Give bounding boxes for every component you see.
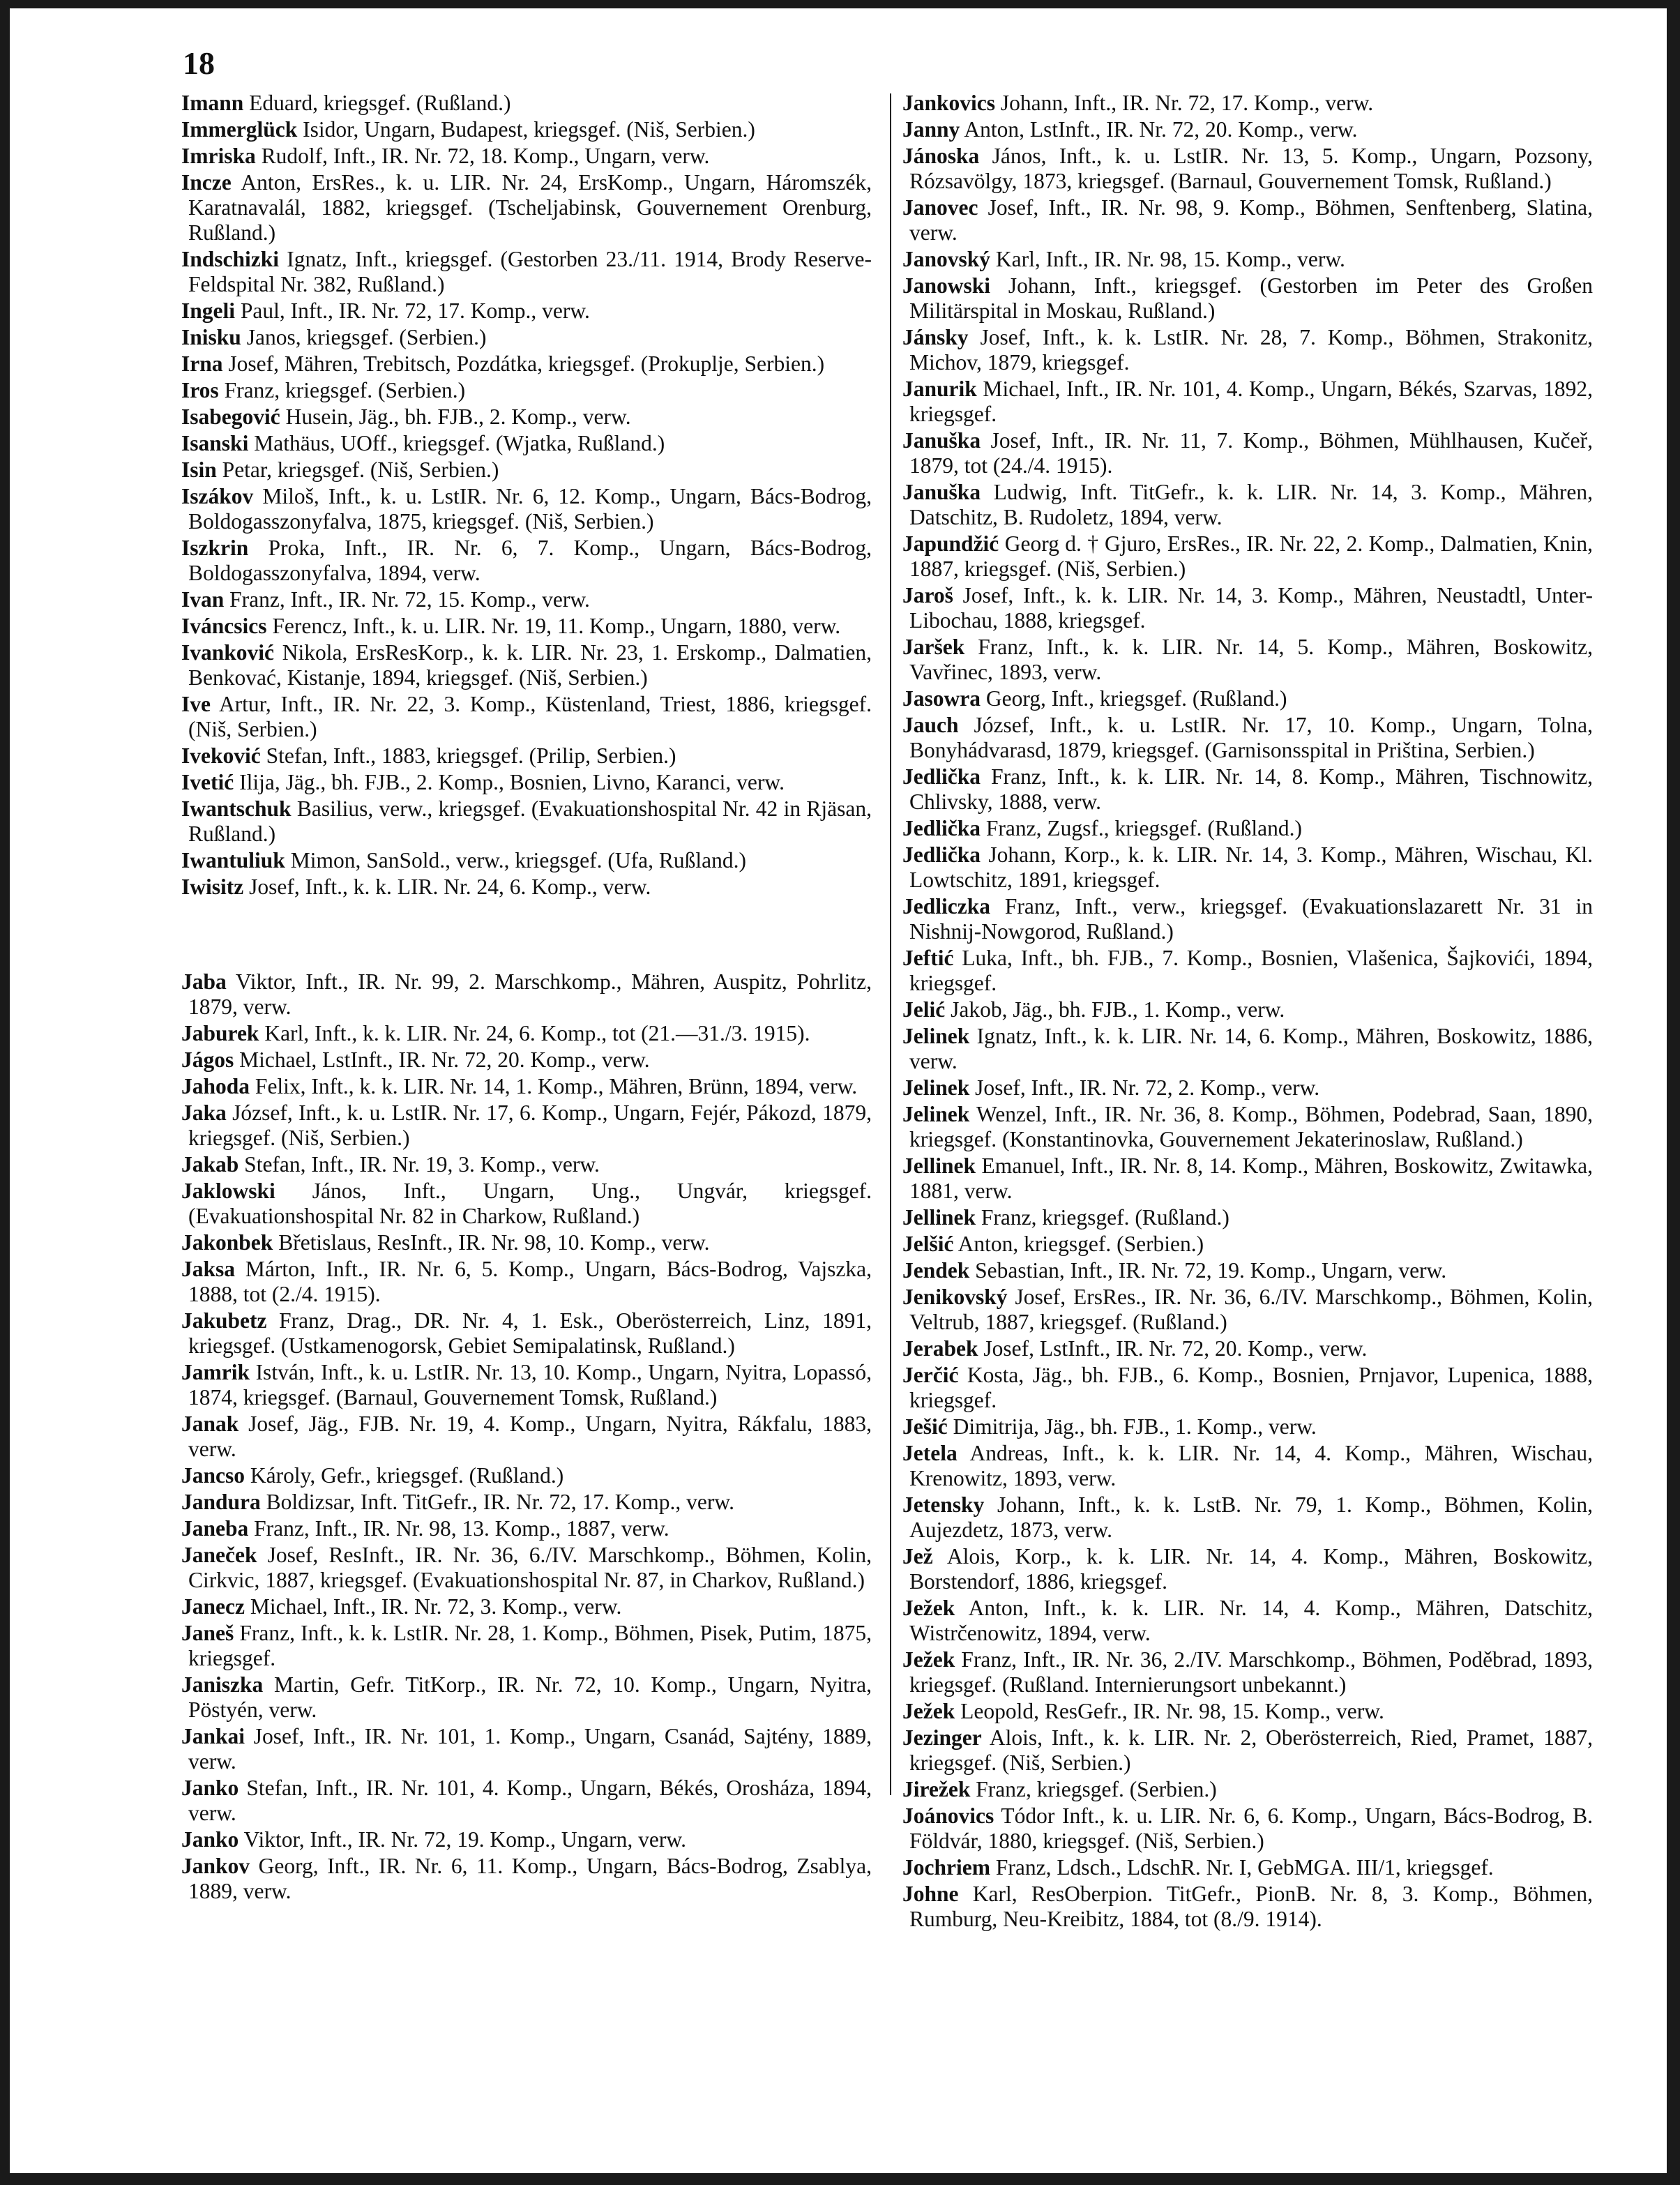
entry-surname: Januška (902, 480, 981, 504)
list-entry (181, 1230, 872, 1255)
entry-details: Georg, Inft., IR. Nr. 6, 11. Komp., Ungarn, Bács-Bodrog, Zsablya, 1889, verw. (188, 1854, 872, 1903)
entry-details: Franz, Inft., k. k. LstIR. Nr. 28, 1. Komp., Böhmen, Pisek, Putim, 1875, kriegsgef. (188, 1621, 872, 1670)
entry-details: Ilija, Jäg., bh. FJB., 2. Komp., Bosnien, Livno, Karanci, verw. (234, 770, 785, 794)
entry-details: Károly, Gefr., kriegsgef. (Rußland.) (245, 1463, 564, 1488)
entry-details: Emanuel, Inft., IR. Nr. 8, 14. Komp., Mähren, Boskowitz, Zwitawka, 1881, verw. (909, 1154, 1593, 1203)
list-entry (181, 1101, 872, 1151)
list-entry (181, 796, 872, 847)
entry-details: Karl, Inft., IR. Nr. 98, 15. Komp., verw. (990, 247, 1345, 271)
list-entry (181, 325, 872, 350)
list-entry (902, 377, 1593, 427)
list-entry (902, 1232, 1593, 1257)
list-entry (902, 1336, 1593, 1361)
entry-details: Johann, Inft., k. k. LstB. Nr. 79, 1. Komp., Böhmen, Kolin, Aujezdetz, 1873, verw. (909, 1492, 1593, 1542)
list-entry (181, 614, 872, 639)
entry-details: Basilius, verw., kriegsgef. (Evakuationshospital Nr. 42 in Rjäsan, Rußland.) (188, 796, 872, 846)
entry-details: Tódor Inft., k. u. LIR. Nr. 6, 6. Komp., Ungarn, Bács-Bodrog, B. Földvár, 1880, kriegsgef. (Niš, Serbien.) (909, 1804, 1593, 1853)
entry-surname: Ivetić (181, 770, 234, 794)
entry-surname: Jelšić (902, 1232, 954, 1256)
entry-details: Alois, Inft., k. k. LIR. Nr. 2, Oberösterreich, Ried, Pramet, 1887, kriegsgef. (Niš, Serbien.) (909, 1725, 1593, 1775)
entry-surname: Jahoda (181, 1074, 250, 1098)
list-entry (902, 1258, 1593, 1283)
list-entry (902, 894, 1593, 944)
entry-surname: Janowski (902, 273, 991, 298)
entry-details: Michael, LstInft., IR. Nr. 72, 20. Komp., verw. (234, 1048, 650, 1072)
entry-details: Mimon, SanSold., verw., kriegsgef. (Ufa, Rußland.) (285, 848, 746, 872)
list-entry (181, 1776, 872, 1826)
entry-surname: Isanski (181, 431, 249, 455)
list-entry (902, 247, 1593, 272)
entry-details: Petar, kriegsgef. (Niš, Serbien.) (216, 458, 499, 482)
list-entry (902, 1102, 1593, 1152)
entry-surname: Ivanković (181, 640, 275, 665)
list-entry (181, 1308, 872, 1359)
list-entry (902, 480, 1593, 530)
entry-surname: Jaburek (181, 1021, 259, 1045)
entry-surname: Jaka (181, 1101, 227, 1125)
entry-details: Martin, Gefr. TitKorp., IR. Nr. 72, 10. Komp., Ungarn, Nyitra, Pöstyén, verw. (188, 1672, 872, 1722)
entry-surname: Janeba (181, 1516, 249, 1541)
entry-details: Stefan, Inft., IR. Nr. 101, 4. Komp., Ungarn, Békés, Orosháza, 1894, verw. (188, 1776, 872, 1825)
page-number: 18 (183, 45, 215, 81)
list-entry (902, 946, 1593, 996)
entry-surname: Imriska (181, 144, 256, 168)
entry-details: Franz, Ldsch., LdschR. Nr. I, GebMGA. III/1, kriegsgef. (990, 1855, 1494, 1880)
entry-details: Johann, Inft., IR. Nr. 72, 17. Komp., verw. (995, 91, 1374, 115)
entry-details: Andreas, Inft., k. k. LIR. Nr. 14, 4. Komp., Mähren, Wischau, Krenowitz, 1893, verw. (909, 1441, 1593, 1490)
entry-surname: Indschizki (181, 247, 280, 271)
entry-surname: Jochriem (902, 1855, 990, 1880)
list-entry (181, 1594, 872, 1619)
entry-surname: Jankovics (902, 91, 996, 115)
entry-details: Břetislaus, ResInft., IR. Nr. 98, 10. Komp., verw. (273, 1230, 710, 1255)
entry-surname: Jelinek (902, 1024, 970, 1048)
entry-surname: Janecz (181, 1594, 245, 1619)
entry-details: Franz, Zugsf., kriegsgef. (Rußland.) (981, 816, 1303, 840)
list-entry (902, 1363, 1593, 1413)
section-gap (181, 901, 872, 969)
entry-details: József, Inft., k. u. LstIR. Nr. 17, 6. Komp., Ungarn, Fejér, Pákozd, 1879, kriegsgef. (Niš, Serbien.) (188, 1101, 872, 1150)
entry-surname: Iszkrin (181, 536, 249, 560)
entry-details: Alois, Korp., k. k. LIR. Nr. 14, 4. Komp., Mähren, Boskowitz, Borstendorf, 1886, kriegsgef. (909, 1544, 1593, 1594)
entry-details: Michael, Inft., IR. Nr. 101, 4. Komp., Ungarn, Békés, Szarvas, 1892, kriegsgef. (909, 377, 1593, 426)
list-entry (902, 1544, 1593, 1594)
list-entry (902, 1882, 1593, 1932)
list-entry (181, 1543, 872, 1593)
entry-surname: Jedlička (902, 842, 981, 867)
list-entry (181, 1463, 872, 1488)
list-entry (902, 428, 1593, 478)
entry-surname: Ingeli (181, 298, 236, 323)
entry-details: Rudolf, Inft., IR. Nr. 72, 18. Komp., Ungarn, verw. (255, 144, 710, 168)
list-entry (902, 91, 1593, 116)
entry-details: Ignatz, Inft., k. k. LIR. Nr. 14, 6. Komp., Mähren, Boskowitz, 1886, verw. (909, 1024, 1593, 1073)
list-entry (902, 1804, 1593, 1854)
entry-details: Johann, Korp., k. k. LIR. Nr. 14, 3. Komp., Mähren, Wischau, Kl. Lowtschitz, 1891, kriegsgef. (909, 842, 1593, 892)
entry-surname: Jellinek (902, 1205, 976, 1230)
entry-surname: Isabegović (181, 405, 280, 429)
list-entry (181, 1854, 872, 1904)
list-entry (181, 458, 872, 483)
entry-surname: Jamrik (181, 1360, 250, 1384)
entry-details: Viktor, Inft., IR. Nr. 99, 2. Marschkomp., Mähren, Auspitz, Pohrlitz, 1879, verw. (188, 969, 872, 1019)
entry-surname: Imann (181, 91, 244, 115)
list-entry (181, 91, 872, 116)
entry-details: Franz, Inft., verw., kriegsgef. (Evakuationslazarett Nr. 31 in Nishnij-Nowgorod, Rußland.) (909, 894, 1593, 944)
list-entry (902, 686, 1593, 711)
list-entry (181, 117, 872, 142)
entry-details: Eduard, kriegsgef. (Rußland.) (243, 91, 511, 115)
entry-surname: Iwantuliuk (181, 848, 285, 872)
list-entry (181, 431, 872, 456)
list-entry (181, 1179, 872, 1229)
list-entry (902, 144, 1593, 194)
entry-surname: Janak (181, 1412, 239, 1436)
list-entry (181, 1621, 872, 1671)
entry-details: Mathäus, UOff., kriegsgef. (Wjatka, Rußland.) (248, 431, 665, 455)
entry-surname: Jellinek (902, 1154, 976, 1178)
document-page (10, 8, 1667, 2173)
entry-surname: Jetensky (902, 1492, 985, 1517)
entry-details: Josef, Inft., IR. Nr. 101, 1. Komp., Ungarn, Csanád, Sajtény, 1889, verw. (188, 1724, 872, 1774)
entry-surname: Janovský (902, 247, 991, 271)
list-entry (902, 1777, 1593, 1802)
entry-surname: Jedliczka (902, 894, 990, 918)
entry-surname: Johne (902, 1882, 959, 1906)
entry-surname: Jedlička (902, 764, 981, 789)
entry-surname: Janko (181, 1827, 239, 1852)
entry-details: Boldizsar, Inft. TitGefr., IR. Nr. 72, 17. Komp., verw. (260, 1490, 734, 1514)
list-entry (181, 378, 872, 403)
entry-details: Stefan, Inft., 1883, kriegsgef. (Prilip, Serbien.) (260, 743, 676, 768)
list-entry (902, 842, 1593, 893)
list-entry (181, 640, 872, 690)
entry-details: Anton, ErsRes., k. u. LIR. Nr. 24, ErsKomp., Ungarn, Háromszék, Karatnavalál, 1882, kriegsgef. (Tscheljabinsk, Gouvernement Orenburg, Rußland.) (188, 170, 872, 245)
entry-surname: Janurik (902, 377, 977, 401)
entry-surname: Ježek (902, 1699, 955, 1723)
entry-details: Josef, Inft., IR. Nr. 98, 9. Komp., Böhmen, Senftenberg, Slatina, verw. (909, 195, 1593, 245)
entry-details: Artur, Inft., IR. Nr. 22, 3. Komp., Küstenland, Triest, 1886, kriegsgef. (Niš, Serbien.) (188, 692, 872, 741)
entry-details: Georg d. † Gjuro, ErsRes., IR. Nr. 22, 2. Komp., Dalmatien, Knin, 1887, kriegsgef. (Niš, Serbien.) (909, 531, 1593, 581)
entry-surname: Jezinger (902, 1725, 982, 1750)
entry-surname: Jedlička (902, 816, 981, 840)
list-entry (181, 743, 872, 769)
entry-surname: Janeš (181, 1621, 234, 1645)
entry-details: Josef, Jäg., FJB. Nr. 19, 4. Komp., Ungarn, Nyitra, Rákfalu, 1883, verw. (188, 1412, 872, 1461)
entry-surname: Jágos (181, 1048, 234, 1072)
entry-surname: Ivan (181, 587, 225, 612)
list-entry (902, 195, 1593, 245)
entry-surname: Janny (902, 117, 960, 142)
entry-surname: Inisku (181, 325, 241, 349)
entry-surname: Incze (181, 170, 232, 195)
entry-surname: Irna (181, 351, 223, 376)
list-entry (181, 405, 872, 430)
entry-details: Janos, kriegsgef. (Serbien.) (241, 325, 487, 349)
entry-details: János, Inft., Ungarn, Ung., Ungvár, kriegsgef. (Evakuationshospital Nr. 82 in Charkow, Rußland.) (188, 1179, 872, 1228)
entry-surname: Joánovics (902, 1804, 994, 1828)
entry-surname: Iszákov (181, 484, 254, 508)
entry-details: Michael, Inft., IR. Nr. 72, 3. Komp., verw. (244, 1594, 622, 1619)
list-entry (902, 273, 1593, 324)
list-entry (902, 117, 1593, 142)
entry-surname: Jetela (902, 1441, 958, 1465)
list-entry (181, 1021, 872, 1046)
entry-details: Josef, Mähren, Trebitsch, Pozdátka, kriegsgef. (Prokuplje, Serbien.) (222, 351, 825, 376)
entry-details: Georg, Inft., kriegsgef. (Rußland.) (981, 686, 1287, 711)
list-entry (902, 1154, 1593, 1204)
list-entry (902, 635, 1593, 685)
entry-details: Josef, Inft., IR. Nr. 72, 2. Komp., verw. (969, 1075, 1320, 1100)
entry-surname: Jánsky (902, 325, 969, 349)
entry-surname: Jerčić (902, 1363, 959, 1387)
entry-surname: Jakubetz (181, 1308, 267, 1333)
list-entry (902, 1855, 1593, 1880)
entry-details: Ferencz, Inft., k. u. LIR. Nr. 19, 11. Komp., Ungarn, 1880, verw. (266, 614, 841, 638)
entry-details: Husein, Jäg., bh. FJB., 2. Komp., verw. (280, 405, 631, 429)
list-entry (181, 969, 872, 1020)
entry-details: Jakob, Jäg., bh. FJB., 1. Komp., verw. (945, 997, 1285, 1022)
entry-details: Anton, LstInft., IR. Nr. 72, 20. Komp., verw. (960, 117, 1358, 142)
list-entry (902, 1075, 1593, 1101)
list-entry (181, 1360, 872, 1410)
entry-details: Franz, Drag., DR. Nr. 4, 1. Esk., Oberösterreich, Linz, 1891, kriegsgef. (Ustkamenogorsk, Gebiet Semipalatinsk, Rußland.) (188, 1308, 872, 1358)
list-entry (902, 1414, 1593, 1439)
list-entry (181, 770, 872, 795)
entry-surname: Janiszka (181, 1672, 264, 1697)
entry-surname: Januška (902, 428, 981, 453)
list-entry (181, 1048, 872, 1073)
list-entry (181, 1724, 872, 1774)
entry-details: Ignatz, Inft., kriegsgef. (Gestorben 23./11. 1914, Brody Reserve-Feldspital Nr. 382, Rußland.) (188, 247, 872, 296)
entry-details: Josef, Inft., k. k. LIR. Nr. 14, 3. Komp., Mähren, Neustadtl, Unter-Libochau, 1888, kriegsgef. (909, 583, 1593, 633)
entry-details: Franz, Inft., k. k. LIR. Nr. 14, 8. Komp., Mähren, Tischnowitz, Chlivsky, 1888, verw. (909, 764, 1593, 814)
list-entry (181, 1490, 872, 1515)
list-entry (181, 1516, 872, 1541)
right-column (902, 91, 1593, 1933)
list-entry (181, 170, 872, 245)
entry-surname: Immerglück (181, 117, 298, 142)
entry-surname: Jandura (181, 1490, 261, 1514)
entry-surname: Ježek (902, 1596, 955, 1620)
entry-details: Franz, Inft., k. k. LIR. Nr. 14, 5. Komp., Mähren, Boskowitz, Vavřinec, 1893, verw. (909, 635, 1593, 684)
entry-details: Franz, kriegsgef. (Rußland.) (976, 1205, 1229, 1230)
list-entry (902, 997, 1593, 1022)
list-entry (902, 583, 1593, 633)
entry-surname: Jenikovský (902, 1285, 1008, 1309)
list-entry (181, 298, 872, 324)
entry-surname: Janeček (181, 1543, 257, 1567)
entry-surname: Jirežek (902, 1777, 971, 1801)
list-entry (902, 1205, 1593, 1230)
entry-details: Proka, Inft., IR. Nr. 6, 7. Komp., Ungarn, Bács-Bodrog, Boldogasszonyfalva, 1894, verw. (188, 536, 872, 585)
entry-details: Isidor, Ungarn, Budapest, kriegsgef. (Niš, Serbien.) (297, 117, 755, 142)
entry-surname: Iveković (181, 743, 261, 768)
list-entry (181, 587, 872, 612)
entry-details: Nikola, ErsResKorp., k. k. LIR. Nr. 23, 1. Erskomp., Dalmatien, Benkovać, Kistanje, 1894, kriegsgef. (Niš, Serbien.) (188, 640, 872, 690)
list-entry (181, 848, 872, 873)
entry-surname: Iros (181, 378, 219, 402)
list-entry (902, 325, 1593, 375)
entry-surname: Jež (902, 1544, 933, 1568)
list-entry (181, 1152, 872, 1177)
entry-details: Josef, ErsRes., IR. Nr. 36, 6./IV. Marschkomp., Böhmen, Kolin, Veltrub, 1887, kriegsgef. (Rußland.) (909, 1285, 1593, 1334)
entry-details: Anton, kriegsgef. (Serbien.) (953, 1232, 1204, 1256)
list-entry (181, 144, 872, 169)
list-entry (181, 692, 872, 742)
list-entry (902, 1285, 1593, 1335)
entry-surname: Iwisitz (181, 875, 244, 899)
list-entry (181, 247, 872, 297)
entry-details: Josef, ResInft., IR. Nr. 36, 6./IV. Marschkomp., Böhmen, Kolin, Cirkvic, 1887, kriegsgef. (Evakuationshospital Nr. 87, in Charkov, Rußland.) (188, 1543, 872, 1592)
entry-surname: Jaršek (902, 635, 965, 659)
entry-details: Franz, Inft., IR. Nr. 36, 2./IV. Marschkomp., Böhmen, Poděbrad, 1893, kriegsgef. (Rußland. Internierungsort unbekannt.) (909, 1647, 1593, 1697)
entry-details: Stefan, Inft., IR. Nr. 19, 3. Komp., verw. (239, 1152, 600, 1177)
list-entry (902, 1647, 1593, 1698)
entry-details: Wenzel, Inft., IR. Nr. 36, 8. Komp., Böhmen, Podebrad, Saan, 1890, kriegsgef. (Konstantinovka, Gouvernement Jekaterinoslaw, Rußland.) (909, 1102, 1593, 1151)
entry-surname: Jauch (902, 713, 959, 737)
entry-details: Miloš, Inft., k. u. LstIR. Nr. 6, 12. Komp., Ungarn, Bács-Bodrog, Boldogasszonyfalva, 1875, kriegsgef. (Niš, Serbien.) (188, 484, 872, 534)
entry-details: János, Inft., k. u. LstIR. Nr. 13, 5. Komp., Ungarn, Pozsony, Rózsavölgy, 1873, kriegsgef. (Barnaul, Gouvernement Tomsk, Rußland.) (909, 144, 1593, 193)
list-entry (902, 764, 1593, 815)
entry-details: Josef, Inft., k. k. LstIR. Nr. 28, 7. Komp., Böhmen, Strakonitz, Michov, 1879, kriegsgef. (909, 325, 1593, 375)
entry-surname: Jaba (181, 969, 227, 994)
list-entry (181, 1257, 872, 1307)
entry-surname: Jendek (902, 1258, 970, 1283)
entry-surname: Ježek (902, 1647, 955, 1672)
list-entry (181, 536, 872, 586)
list-entry (902, 1441, 1593, 1491)
entry-surname: Jerabek (902, 1336, 978, 1361)
entry-details: Ludwig, Inft. TitGefr., k. k. LIR. Nr. 14, 3. Komp., Mähren, Datschitz, B. Rudoletz, 1894, verw. (909, 480, 1593, 529)
entry-surname: Jankov (181, 1854, 250, 1878)
entry-surname: Jaksa (181, 1257, 236, 1281)
entry-details: Josef, LstInft., IR. Nr. 72, 20. Komp., verw. (978, 1336, 1368, 1361)
entry-details: József, Inft., k. u. LstIR. Nr. 17, 10. Komp., Ungarn, Tolna, Bonyhádvarasd, 1879, kriegsgef. (Garnisonsspital in Priština, Serbien.) (909, 713, 1593, 762)
entry-details: Kosta, Jäg., bh. FJB., 6. Komp., Bosnien, Prnjavor, Lupenica, 1888, kriegsgef. (909, 1363, 1593, 1412)
entry-details: Paul, Inft., IR. Nr. 72, 17. Komp., verw. (235, 298, 590, 323)
entry-details: Felix, Inft., k. k. LIR. Nr. 14, 1. Komp., Mähren, Brünn, 1894, verw. (250, 1074, 858, 1098)
entry-details: Viktor, Inft., IR. Nr. 72, 19. Komp., Ungarn, verw. (239, 1827, 686, 1852)
column-divider (890, 93, 891, 1795)
list-entry (902, 1596, 1593, 1646)
list-entry (902, 1699, 1593, 1724)
entry-surname: Jakonbek (181, 1230, 273, 1255)
entry-surname: Isin (181, 458, 217, 482)
entry-surname: Jeftić (902, 946, 954, 970)
entry-surname: Jelinek (902, 1102, 970, 1126)
entry-surname: Jelinek (902, 1075, 970, 1100)
left-column (181, 91, 872, 1905)
entry-surname: Ive (181, 692, 211, 716)
list-entry (902, 1725, 1593, 1776)
list-entry (902, 1492, 1593, 1543)
entry-surname: Jankai (181, 1724, 245, 1748)
entry-details: Franz, Inft., IR. Nr. 98, 13. Komp., 1887, verw. (248, 1516, 669, 1541)
entry-details: Márton, Inft., IR. Nr. 6, 5. Komp., Ungarn, Bács-Bodrog, Vajszka, 1888, tot (2./4. 1915). (188, 1257, 872, 1306)
entry-surname: Jaklowski (181, 1179, 275, 1203)
entry-details: Johann, Inft., kriegsgef. (Gestorben im Peter des Großen Militärspital in Moskau, Rußland.) (909, 273, 1593, 323)
entry-details: Dimitrija, Jäg., bh. FJB., 1. Komp., verw. (947, 1414, 1317, 1439)
list-entry (181, 875, 872, 900)
entry-surname: Jelić (902, 997, 946, 1022)
entry-details: Franz, Inft., IR. Nr. 72, 15. Komp., verw. (224, 587, 590, 612)
entry-surname: Janovec (902, 195, 978, 220)
entry-surname: Jasowra (902, 686, 981, 711)
entry-details: Franz, kriegsgef. (Serbien.) (218, 378, 466, 402)
entry-surname: Jaroš (902, 583, 953, 607)
entry-surname: Japundžić (902, 531, 999, 556)
entry-details: Karl, ResOberpion. TitGefr., PionB. Nr. 8, 3. Komp., Böhmen, Rumburg, Neu-Kreibitz, 1884, tot (8./9. 1914). (909, 1882, 1593, 1931)
entry-surname: Jakab (181, 1152, 239, 1177)
list-entry (181, 1827, 872, 1852)
entry-details: Sebastian, Inft., IR. Nr. 72, 19. Komp., Ungarn, verw. (969, 1258, 1447, 1283)
entry-details: Karl, Inft., k. k. LIR. Nr. 24, 6. Komp., tot (21.—31./3. 1915). (259, 1021, 810, 1045)
entry-surname: Iwantschuk (181, 796, 292, 821)
list-entry (902, 816, 1593, 841)
entry-details: Luka, Inft., bh. FJB., 7. Komp., Bosnien, Vlašenica, Šajkovići, 1894, kriegsgef. (909, 946, 1593, 995)
entry-surname: Janko (181, 1776, 239, 1800)
list-entry (181, 1074, 872, 1099)
entry-details: Anton, Inft., k. k. LIR. Nr. 14, 4. Komp., Mähren, Datschitz, Wistrčenowitz, 1894, verw. (909, 1596, 1593, 1645)
entry-details: Josef, Inft., k. k. LIR. Nr. 24, 6. Komp., verw. (243, 875, 651, 899)
entry-details: Franz, kriegsgef. (Serbien.) (970, 1777, 1217, 1801)
list-entry (902, 1024, 1593, 1074)
list-entry (181, 1672, 872, 1723)
list-entry (902, 531, 1593, 582)
entry-surname: Iváncsics (181, 614, 267, 638)
entry-details: Josef, Inft., IR. Nr. 11, 7. Komp., Böhmen, Mühlhausen, Kučeř, 1879, tot (24./4. 1915). (909, 428, 1593, 478)
list-entry (181, 484, 872, 534)
list-entry (181, 351, 872, 377)
entry-surname: Ješić (902, 1414, 948, 1439)
entry-surname: Jancso (181, 1463, 245, 1488)
list-entry (181, 1412, 872, 1462)
entry-details: István, Inft., k. u. LstIR. Nr. 13, 10. Komp., Ungarn, Nyitra, Lopassó, 1874, kriegsgef. (Barnaul, Gouvernement Tomsk, Rußland.) (188, 1360, 872, 1409)
list-entry (902, 713, 1593, 763)
entry-surname: Jánoska (902, 144, 980, 168)
entry-details: Leopold, ResGefr., IR. Nr. 98, 15. Komp., verw. (955, 1699, 1384, 1723)
